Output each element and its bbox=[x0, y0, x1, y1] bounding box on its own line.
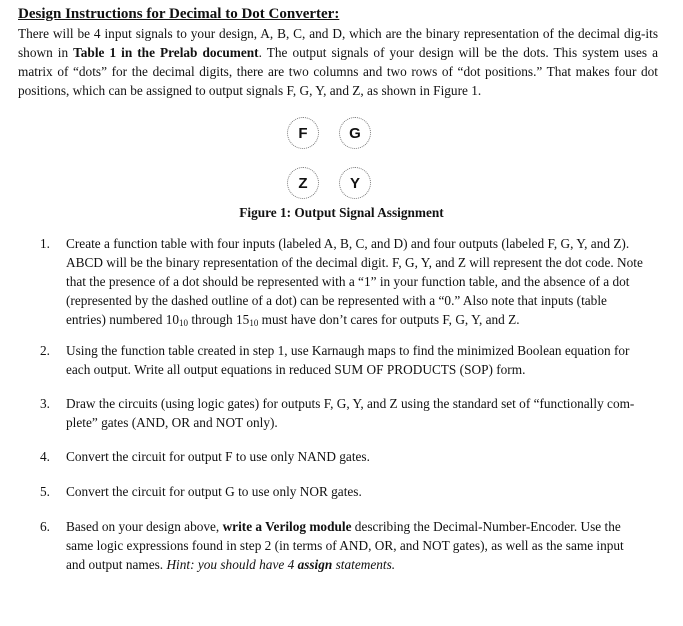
subscript: 10 bbox=[249, 318, 259, 328]
hint-text: statements. bbox=[332, 557, 396, 572]
intro-paragraph bbox=[18, 24, 658, 100]
step-number: 3. bbox=[40, 396, 50, 411]
subscript: 10 bbox=[179, 318, 188, 328]
step-number: 4. bbox=[40, 449, 50, 464]
dot-z: Z bbox=[287, 167, 319, 199]
step-number: 6. bbox=[40, 519, 50, 534]
hint-text: Hint: you should have 4 bbox=[166, 557, 298, 572]
dot-y: Y bbox=[339, 167, 371, 199]
step-text-part: Create a function table with four inputs (labeled A, B, C, and D) and four outputs (labeled F, G, Y, and Z). ABCD will be the binary representation of the decimal digit. F, G, Y, and Z will represent the dot code. Note that the presence of a dot should be represented with a “1” in your function table, and the absence of a dot (represented by the dashed outline of a dot) can be represented with a “0.” Also note that inputs (table entries) numbered 10 bbox=[66, 236, 643, 327]
hint-bold-text: assign bbox=[297, 557, 333, 572]
dot-g: G bbox=[339, 117, 371, 149]
step-bold-text: write a Verilog module bbox=[222, 519, 352, 534]
intro-bold-ref: Table 1 in the Prelab document bbox=[73, 45, 259, 60]
step-text-part: must have don’t cares for outputs F, G, Y, and Z. bbox=[258, 312, 520, 327]
page-title: Design Instructions for Decimal to Dot Converter: bbox=[18, 6, 340, 22]
step-text bbox=[66, 234, 644, 329]
intro-text: There will be 4 input signals to your design, A, B, C, and D, which are the binary representation of the decimal dig-its shown in bbox=[18, 26, 658, 60]
step-text: Using the function table created in step 1, use Karnaugh maps to find the minimized Boolean equation for each output. Write all output equations in reduced SUM OF PRODUCTS (SOP) form. bbox=[66, 343, 630, 377]
step-number: 2. bbox=[40, 343, 50, 358]
step-number: 5. bbox=[40, 484, 50, 499]
figure-caption: Figure 1: Output Signal Assignment bbox=[239, 205, 444, 220]
step-text: Draw the circuits (using logic gates) for outputs F, G, Y, and Z using the standard set of “functionally com-plete” gates (AND, OR and NOT only). bbox=[66, 396, 635, 430]
step-text-part: Based on your design above, bbox=[66, 519, 223, 534]
step-number: 1. bbox=[40, 236, 50, 251]
step-text-part: through 15 bbox=[188, 312, 250, 327]
dot-f: F bbox=[287, 117, 319, 149]
step-text-part: describing the Decimal-Number-Encoder. Use the same logic expressions found in step 2 (in terms of AND, OR, and NOT gates), as well as the same input and output names. bbox=[66, 519, 624, 572]
step-text: Convert the circuit for output G to use only NOR gates. bbox=[66, 484, 362, 499]
intro-text: . The output signals of your design will be the dots. This system uses a matrix of “dots” for the decimal digits, there are two columns and two rows of “dot positions.” That makes four dot positions, which can be assigned to output signals F, G, Y, and Z, as shown in Figure 1. bbox=[18, 45, 659, 98]
step-text bbox=[66, 517, 644, 574]
step-text: Convert the circuit for output F to use only NAND gates. bbox=[66, 449, 370, 464]
